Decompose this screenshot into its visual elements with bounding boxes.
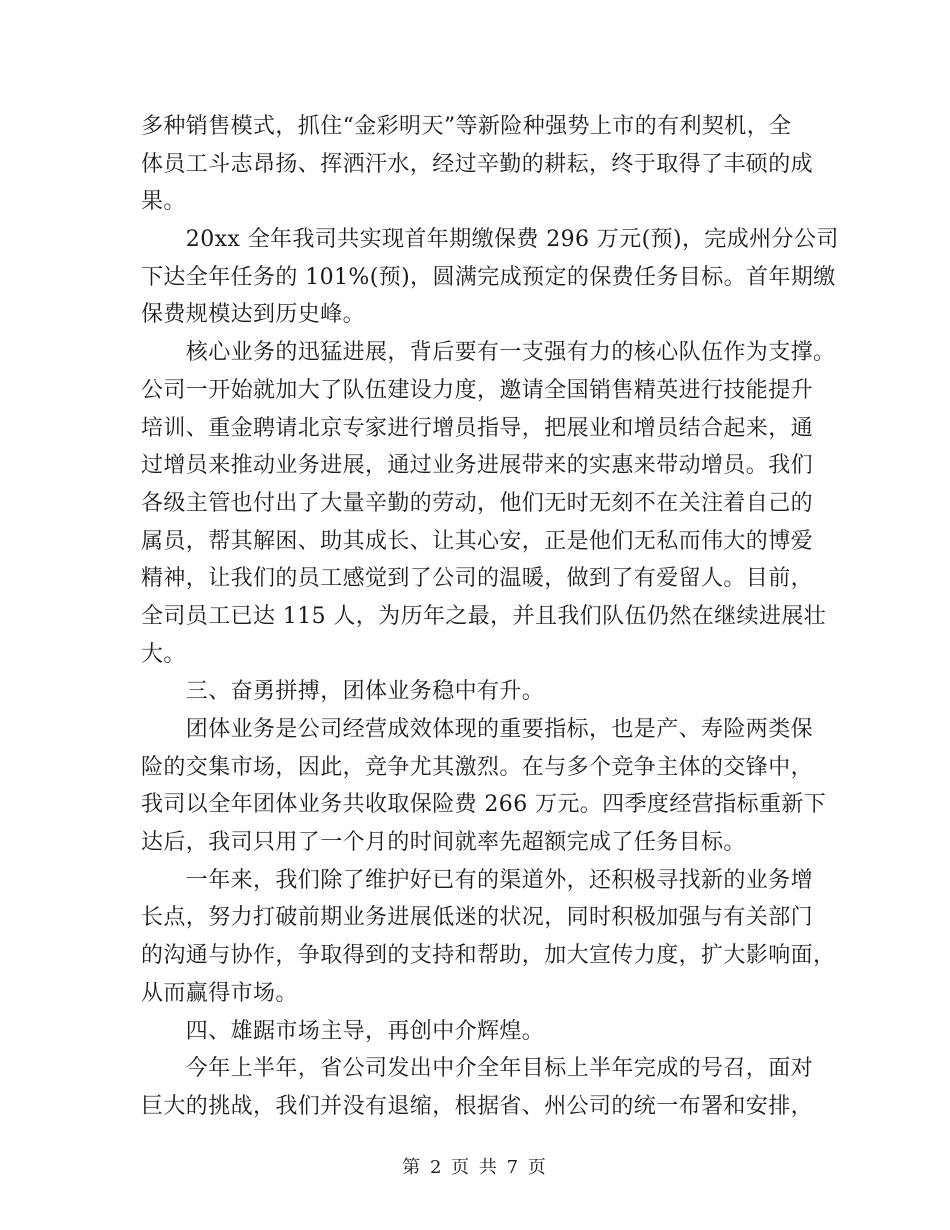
text-line: 我司以全年团体业务共收取保险费 266 万元。四季度经营指标重新下 — [141, 792, 827, 818]
text-line: 保费规模达到历史峰。 — [141, 302, 366, 328]
page-number-indicator: 第 2 页 共 7 页 — [402, 1157, 548, 1178]
text-line: 培训、重金聘请北京专家进行增员指导，把展业和增员结合起来，通 — [141, 415, 814, 441]
document-body — [141, 108, 839, 1126]
text-line: 多种销售模式，抓住“金彩明天”等新险种强势上市的有利契机，全 — [141, 114, 792, 139]
text-line: 20xx 全年我司共实现首年期缴保费 296 万元(预)，完成州分公司 — [141, 227, 839, 253]
text-line: 果。 — [141, 189, 186, 215]
text-line: 险的交集市场，因此，竞争尤其激烈。在与多个竞争主体的交锋中， — [141, 754, 814, 780]
text-line: 大。 — [141, 641, 186, 667]
text-line: 长点，努力打破前期业务进展低迷的状况，同时积极加强与有关部门 — [141, 905, 814, 931]
text-line: 的沟通与协作，争取得到的支持和帮助，加大宣传力度，扩大影响面， — [141, 943, 836, 969]
text-line: 从而赢得市场。 — [141, 980, 298, 1006]
text-line: 四、雄踞市场主导，再创中介辉煌。 — [141, 1018, 545, 1044]
text-line: 核心业务的迅猛进展，背后要有一支强有力的核心队伍作为支撑。 — [141, 340, 836, 366]
text-line: 精神，让我们的员工感觉到了公司的温暖，做到了有爱留人。目前， — [141, 566, 814, 592]
text-line: 一年来，我们除了维护好已有的渠道外，还积极寻找新的业务增 — [141, 867, 814, 893]
text-line: 三、奋勇拼搏，团体业务稳中有升。 — [141, 679, 545, 705]
text-line: 巨大的挑战，我们并没有退缩，根据省、州公司的统一布署和安排， — [141, 1093, 814, 1119]
text-line: 体员工斗志昂扬、挥洒汗水，经过辛勤的耕耘，终于取得了丰硕的成 — [141, 151, 814, 177]
text-line: 过增员来推动业务进展，通过业务进展带来的实惠来带动增员。我们 — [141, 453, 814, 479]
page-footer — [0, 1153, 950, 1179]
text-line: 今年上半年，省公司发出中介全年目标上半年完成的号召，面对 — [141, 1056, 814, 1082]
text-line: 下达全年任务的 101%(预)，圆满完成预定的保费任务目标。首年期缴 — [141, 264, 836, 290]
text-line: 公司一开始就加大了队伍建设力度，邀请全国销售精英进行技能提升 — [141, 377, 814, 403]
text-line: 达后，我司只用了一个月的时间就率先超额完成了任务目标。 — [141, 830, 746, 856]
text-line: 属员，帮其解困、助其成长、让其心安，正是他们无私而伟大的博爱 — [141, 528, 814, 554]
text-line: 团体业务是公司经营成效体现的重要指标，也是产、寿险两类保 — [141, 717, 814, 742]
text-line: 各级主管也付出了大量辛勤的劳动，他们无时无刻不在关注着自己的 — [141, 490, 814, 516]
text-line: 全司员工已达 115 人，为历年之最，并且我们队伍仍然在继续进展壮 — [141, 603, 827, 629]
